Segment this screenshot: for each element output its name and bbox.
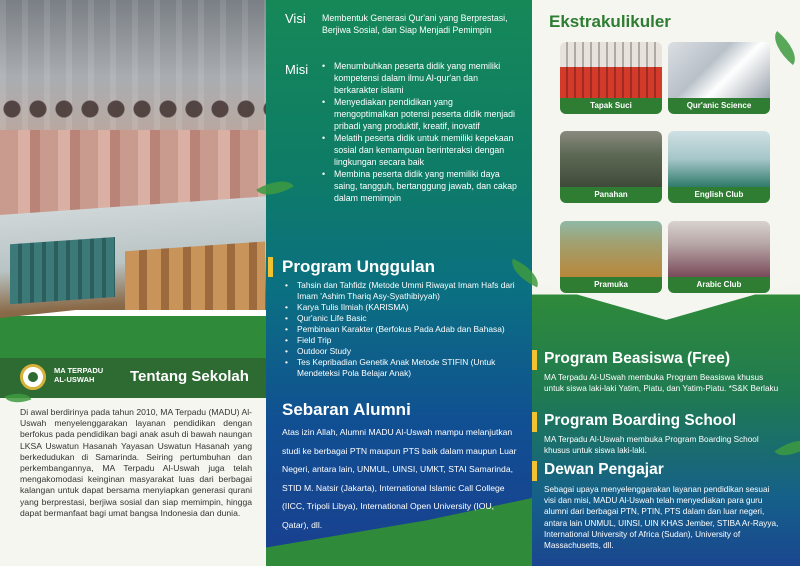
boarding-text: MA Terpadu Al-Uswah membuka Program Boarding School khusus untuk siswa laki-laki.: [544, 435, 759, 456]
tapak-suci-photo: [560, 42, 662, 98]
activity-label: Arabic Club: [668, 277, 770, 293]
pramuka-photo: [560, 221, 662, 277]
ekstra-title: Ekstrakulikuler: [549, 12, 671, 31]
misi-label: Misi: [285, 62, 309, 77]
activity-tile-tapak-suci: [560, 42, 662, 114]
misi-item: • Melatih peserta didik untuk memiliki kepekaan sosial dan kemampuan berinteraksi dengan lingkungan secara baik: [322, 132, 518, 168]
school-name: [54, 366, 124, 384]
activity-tile-english-club: [668, 131, 770, 203]
program-item: • Tahsin dan Tahfidz (Metode Ummi Riwayat Imam Hafs dari Imam 'Ashim Thariq Asy-Syathibiyyah): [285, 280, 523, 302]
activity-label: Pramuka: [560, 277, 662, 293]
beasiswa-section-marker: [532, 350, 537, 370]
dewan-text: Sebagai upaya menyelenggarakan layanan pendidikan sesuai visi dan misi, MADU Al-Uswah telah menyediakan para guru alumni dari berbagai PTN, PTIN, PTS dalam dan luar negeri, antara lain UNMUL, UINSI, UIN KHAS Jember, STIBA Ar-Rayya, International University of Africa (Sudan), University of Massachusetts, dll.: [544, 485, 779, 551]
program-item: • Qur'anic Life Basic: [285, 313, 523, 324]
activity-label: English Club: [668, 187, 770, 203]
school-name-line2: AL-USWAH: [54, 375, 95, 384]
beasiswa-title: Program Beasiswa (Free): [544, 350, 731, 367]
program-item: • Tes Kepribadian Genetik Anak Metode STIFIN (Untuk Mendeteksi Pola Belajar Anak): [285, 357, 523, 379]
activity-label: Tapak Suci: [560, 98, 662, 114]
program-section-marker: [268, 257, 273, 277]
beasiswa-text: MA Terpadu Al-USwah membuka Program Beasiswa khusus untuk siswa laki-laki Yatim, Piatu, dan Yatim-Piatu. *S&K Berlaku: [544, 373, 779, 394]
program-item: • Karya Tulis Ilmiah (KARISMA): [285, 302, 523, 313]
program-item: • Pembinaan Karakter (Berfokus Pada Adab dan Bahasa): [285, 324, 523, 335]
dewan-title: Dewan Pengajar: [544, 461, 664, 478]
students-praying: [10, 237, 115, 304]
activity-tile-panahan: [560, 131, 662, 203]
about-title: Tentang Sekolah: [130, 368, 249, 385]
boarding-title: Program Boarding School: [544, 412, 737, 429]
activity-label: Panahan: [560, 187, 662, 203]
about-text: Di awal berdirinya pada tahun 2010, MA Terpadu (MADU) Al-Uswah menyelenggarakan layanan pendidikan dengan berfokus pada pendidikan bagi anak asuh di bawah naungan LKSA Uswatun Hasanah Yayasan Uswatun Hasanah yang berkedudukan di Samarinda. Seiring pertumbuhan dan perkembangannya, MA Terpadu Al-Uswah juga telah mengakomodasi keinginan masyarakat luas dari berbagai kalangan untuk dapat bersama menyiapkan generasi qurani yang berprestasi, berjiwa sosial dan siap memimpin, hingga dapat bermanfaat bagi umat bangsa Indonesia dan dunia.: [20, 407, 252, 518]
program-list: [285, 280, 523, 379]
misi-list: [322, 60, 518, 204]
program-item: • Field Trip: [285, 335, 523, 346]
arabic-club-photo: [668, 221, 770, 277]
alumni-title: Sebaran Alumni: [282, 400, 411, 419]
misi-item: • Menumbuhkan peserta didik yang memiliki kompetensi dalam ilmu Al-qur'an dan berkarakter islami: [322, 60, 518, 96]
school-logo-icon: [20, 364, 46, 390]
program-item: • Outdoor Study: [285, 346, 523, 357]
activity-tile-arabic-club: [668, 221, 770, 293]
quranic-science-photo: [668, 42, 770, 98]
english-club-photo: [668, 131, 770, 187]
activity-label: Qur'anic Science: [668, 98, 770, 114]
visi-label: Visi: [285, 11, 306, 26]
school-name-line1: MA TERPADU: [54, 366, 104, 375]
activity-tile-pramuka: [560, 221, 662, 293]
program-title: Program Unggulan: [282, 257, 436, 276]
activity-tile-quranic-science: [668, 42, 770, 114]
panahan-photo: [560, 131, 662, 187]
misi-item: • Membina peserta didik yang memiliki daya saing, tangguh, bertanggung jawab, dan cakap dalam memimpin: [322, 168, 518, 204]
alumni-text: Atas izin Allah, Alumni MADU Al-Uswah mampu melanjutkan studi ke berbagai PTN maupun PTS baik dalam maupun Luar Negeri, antara lain, UNMUL, UINSI, UMKT, STAI Samarinda, STID M. Natsir (Jakarta), International Islamic Call College (IICC, Tripoli Libya), International Open University (IOU, Qatar), dll.: [282, 427, 517, 530]
students-group-photo: [0, 0, 266, 220]
boarding-section-marker: [532, 412, 537, 432]
misi-item: • Menyediakan pendidikan yang mengoptimalkan potensi peserta didik menjadi pribadi yang produktif, kreatif, inovatif: [322, 96, 518, 132]
dewan-section-marker: [532, 461, 537, 481]
visi-text: Membentuk Generasi Qur'ani yang Berprestasi, Berjiwa Sosial, dan Siap Menjadi Pemimpin: [322, 13, 508, 35]
